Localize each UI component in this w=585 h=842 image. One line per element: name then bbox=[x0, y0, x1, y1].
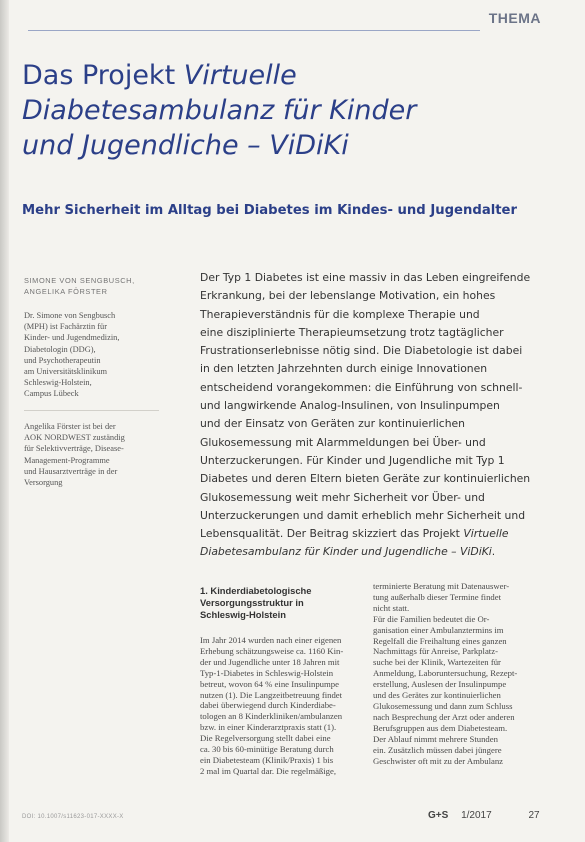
section-heading bbox=[200, 585, 370, 621]
intro-line: eine disziplinierte Therapieumsetzung trotz tagtäglicher bbox=[200, 325, 504, 339]
intro-line: und langwirkende Analog-Insulinen, von Insulinpumpen bbox=[200, 399, 500, 413]
bio-line: Dr. Simone von Sengbusch bbox=[24, 311, 116, 320]
body-line: bzw. in einer Kinderarztpraxis statt (1). bbox=[200, 722, 337, 733]
intro-abstract bbox=[200, 269, 560, 562]
header-rule bbox=[28, 30, 480, 31]
intro-line: und der Einsatz von Geräten zur kontinuierlichen bbox=[200, 417, 466, 431]
journal-brand: G+S bbox=[428, 810, 449, 821]
intro-line-15 bbox=[200, 543, 560, 561]
title-line-3: und Jugendliche – ViDiKi bbox=[22, 130, 349, 161]
bio-line: (MPH) ist Fachärztin für bbox=[24, 322, 108, 332]
body-column-left bbox=[200, 635, 370, 777]
body-line: der und Jugendliche unter 18 Jahren mit bbox=[200, 656, 340, 667]
body-line: Der Ablauf nimmt mehrere Stunden bbox=[373, 733, 498, 744]
title-line-2: Diabetesambulanz für Kinder bbox=[22, 95, 417, 126]
body-line: suche bei der Klinik, Wartezeiten für bbox=[373, 657, 501, 668]
body-line: ca. 30 bis 60-minütige Beratung durch bbox=[200, 744, 334, 755]
body-line: Berufsgruppen aus dem Diabetesteam. bbox=[373, 722, 508, 733]
bio-line: AOK NORDWEST zuständig bbox=[24, 433, 125, 443]
intro-line: Der Typ 1 Diabetes ist eine massiv in das Leben eingreifende bbox=[200, 271, 531, 284]
intro-line: Diabetes und deren Eltern bieten Geräte zur kontinuierlichen bbox=[200, 472, 531, 486]
article-title bbox=[22, 58, 542, 163]
title-line-1-italic: Virtuelle bbox=[183, 60, 297, 91]
body-line: und des Gerätes zur kontinuierlichen bbox=[373, 690, 501, 701]
body-line: tung außerhalb dieser Termine findet bbox=[373, 591, 502, 602]
author-bio-2 bbox=[24, 421, 184, 488]
body-line: nach Besprechung der Arzt oder anderen bbox=[373, 711, 515, 722]
body-line: terminierte Beratung mit Datenauswer- bbox=[373, 581, 510, 591]
body-line: Glukosemessung und dann zum Schluss bbox=[373, 700, 513, 711]
body-line: dabei überwiegend durch Kinderdiabe- bbox=[200, 700, 336, 711]
bio-line: Angelika Förster ist bei der bbox=[24, 422, 116, 431]
footer-doi: DOI: 10.1007/s11623-017-XXXX-X bbox=[22, 814, 124, 820]
body-line: Geschwister oft mit zu der Ambulanz bbox=[373, 755, 504, 766]
body-line: Regelfall die Freihaltung eines ganzen bbox=[373, 635, 507, 646]
section-heading-line: Versorgungsstruktur in bbox=[200, 597, 304, 608]
author-bio-1 bbox=[24, 310, 184, 400]
section-heading-line: Schleswig-Holstein bbox=[200, 609, 286, 620]
bio-line: Versorgung bbox=[24, 478, 63, 488]
intro-line: Glukosemessung mit Alarmmeldungen bei Über- und bbox=[200, 435, 486, 449]
author-names bbox=[24, 275, 184, 297]
intro-line: in den letzten Jahrzehnten durch einige Innovationen bbox=[200, 362, 488, 376]
intro-line: Unterzuckerungen und damit erheblich mehr Sicherheit und bbox=[200, 508, 526, 522]
section-tag: THEMA bbox=[488, 10, 541, 26]
body-line: ein Diabetesteam (Klinik/Praxis) 1 bis bbox=[200, 754, 334, 765]
body-line: Nachmittags für Anreise, Parkplatz- bbox=[373, 646, 498, 657]
journal-issue: 1/2017 bbox=[461, 810, 492, 821]
body-line: tologen an 8 Kinderkliniken/ambulanzen bbox=[200, 711, 343, 722]
section-heading-line: 1. Kinderdiabetologische bbox=[200, 585, 312, 596]
intro-line: Frustrationserlebnisse nötig sind. Die Diabetologie ist dabei bbox=[200, 344, 523, 358]
bio-line: und Psychotherapeutin bbox=[24, 355, 101, 365]
intro-line-14 bbox=[200, 525, 560, 543]
title-line-1 bbox=[22, 58, 542, 93]
bio-line: am Universitätsklinikum bbox=[24, 367, 108, 377]
intro-line: Erkrankung, bei der lebenslange Motivation, ein hohes bbox=[200, 289, 496, 303]
intro-line: Glukosemessung weit mehr Sicherheit vor Über- und bbox=[200, 490, 485, 504]
bio-line: Schleswig-Holstein, bbox=[24, 378, 92, 388]
intro-end: . bbox=[491, 545, 496, 559]
bio-line: für Selektivverträge, Disease- bbox=[24, 444, 124, 454]
body-line: Typ-1-Diabetes in Schleswig-Holstein bbox=[200, 667, 334, 678]
bio-line: Management-Programme bbox=[24, 455, 110, 465]
author-line: ANGELIKA FÖRSTER bbox=[24, 287, 108, 296]
bio-line: Diabetologin (DDG), bbox=[24, 344, 96, 354]
page-edge-shadow bbox=[0, 0, 9, 842]
intro-italic-name: Diabetesambulanz für Kinder und Jugendliche – ViDiKi bbox=[200, 545, 492, 559]
bio-line: und Hausarztverträge in der bbox=[24, 466, 118, 476]
intro-line: entscheidend vorangekommen: die Einführung von schnell- bbox=[200, 380, 523, 394]
body-line: Im Jahr 2014 wurden nach einer eigenen bbox=[200, 635, 342, 645]
author-line: SIMONE VON SENGBUSCH, bbox=[24, 276, 135, 285]
body-line: 2 mal im Quartal dar. Die regelmäßige, bbox=[200, 765, 337, 776]
bio-divider bbox=[24, 410, 159, 411]
intro-line: Therapieverständnis für die komplexe Therapie und bbox=[200, 307, 480, 321]
page-number: 27 bbox=[528, 810, 540, 821]
body-column-right bbox=[373, 581, 543, 766]
footer-journal bbox=[428, 810, 540, 821]
body-line: nutzen (1). Die Langzeitbetreuung findet bbox=[200, 689, 343, 700]
body-line: Erhebung schätzungsweise ca. 1160 Kin- bbox=[200, 645, 344, 656]
body-line: erstellung, Auslesen der Insulinpumpe bbox=[373, 679, 507, 690]
body-line: nicht statt. bbox=[373, 602, 410, 613]
intro-line: Unterzuckerungen. Für Kinder und Jugendliche mit Typ 1 bbox=[200, 453, 505, 467]
title-line-1-roman: Das Projekt bbox=[22, 60, 184, 91]
body-line: Für die Familien bedeutet die Or- bbox=[373, 613, 490, 624]
body-line: Die Regelversorgung stellt dabei eine bbox=[200, 733, 331, 744]
body-line: Anmeldung, Laboruntersuchung, Rezept- bbox=[373, 668, 518, 679]
intro-italic-project: Virtuelle bbox=[463, 527, 509, 541]
article-subtitle: Mehr Sicherheit im Alltag bei Diabetes im Kindes- und Jugendalter bbox=[22, 203, 518, 218]
bio-line: Kinder- und Jugendmedizin, bbox=[24, 333, 120, 343]
body-line: ganisation einer Ambulanztermins im bbox=[373, 624, 504, 635]
intro-line-14-text: Lebensqualität. Der Beitrag skizziert das Projekt bbox=[200, 527, 464, 541]
body-line: ein. Zusätzlich müssen dabei jüngere bbox=[373, 744, 502, 755]
bio-line: Campus Lübeck bbox=[24, 389, 79, 399]
body-line: betreut, wovon 64 % eine Insulinpumpe bbox=[200, 678, 339, 689]
